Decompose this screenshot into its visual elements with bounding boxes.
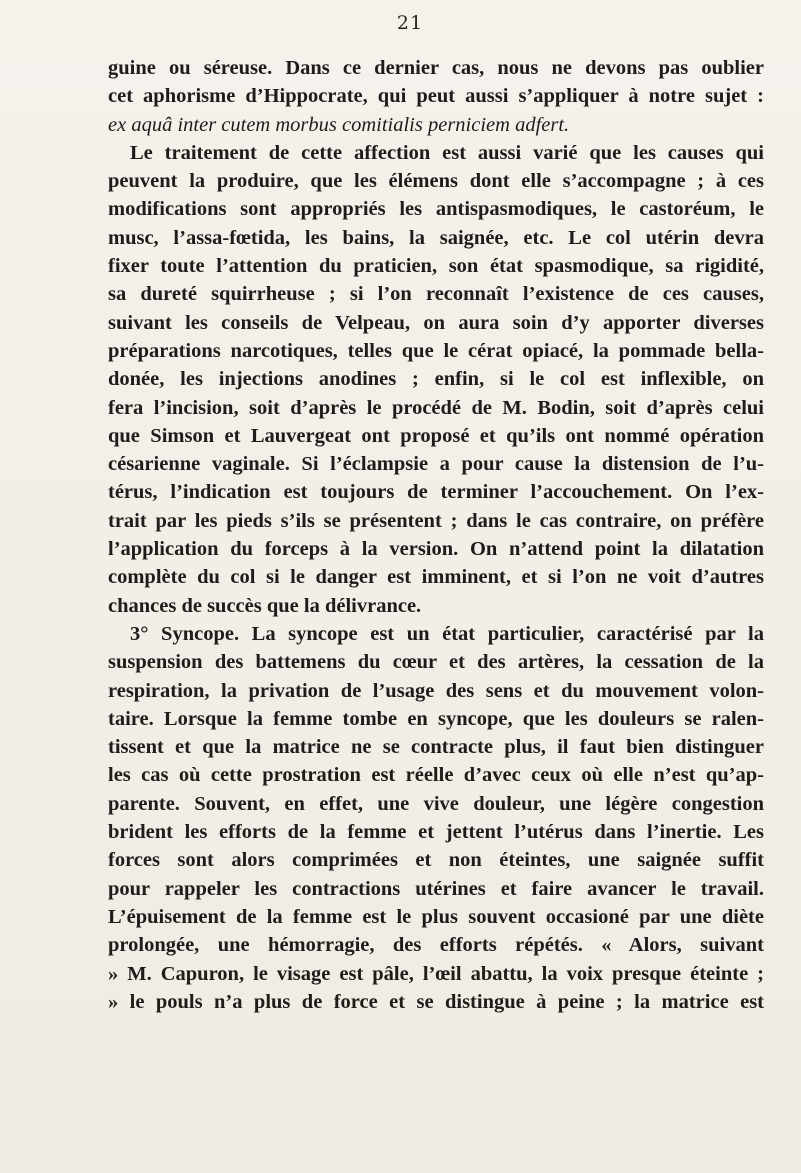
text-line: ex aquâ inter cutem morbus comitialis perniciem adfert. — [108, 113, 570, 136]
text-line: que Simson et Lauvergeat ont proposé et qu’ils ont nommé opération — [108, 424, 764, 447]
body-text — [108, 54, 764, 1016]
page-number: 21 — [396, 12, 424, 34]
text-line: » M. Capuron, le visage est pâle, l’œil abattu, la voix presque éteinte ; — [108, 962, 764, 985]
text-line: musc, l’assa-fœtida, les bains, la saignée, etc. Le col utérin devra — [108, 226, 764, 249]
text-line: trait par les pieds s’ils se présentent ; dans le cas contraire, on préfère — [108, 509, 764, 532]
text-line: suspension des battemens du cœur et des artères, la cessation de la — [108, 651, 764, 674]
text-line: Le traitement de cette affection est aussi varié que les causes qui — [130, 141, 764, 164]
text-line: forces sont alors comprimées et non éteintes, une saignée suffit — [108, 849, 764, 872]
text-line: parente. Souvent, en effet, une vive douleur, une légère congestion — [108, 792, 764, 815]
text-line: chances de succès que la délivrance. — [108, 594, 422, 617]
text-line: complète du col si le danger est imminent, et si l’on ne voit d’autres — [108, 566, 764, 589]
text-line: fixer toute l’attention du praticien, son état spasmodique, sa rigidité, — [108, 255, 764, 278]
text-line: cet aphorisme d’Hippocrate, qui peut aussi s’appliquer à notre sujet : — [108, 85, 764, 108]
text-line: taire. Lorsque la femme tombe en syncope, que les douleurs se ralen- — [108, 707, 764, 730]
text-line: 3° Syncope. La syncope est un état particulier, caractérisé par la — [130, 622, 764, 645]
text-line: pour rappeler les contractions utérines et faire avancer le travail. — [108, 877, 764, 900]
text-line: préparations narcotiques, telles que le cérat opiacé, la pommade bella- — [108, 339, 764, 362]
text-line: respiration, la privation de l’usage des sens et du mouvement volon- — [108, 679, 764, 702]
text-line: fera l’incision, soit d’après le procédé de M. Bodin, soit d’après celui — [108, 396, 764, 419]
text-line: peuvent la produire, que les élémens dont elle s’accompagne ; à ces — [108, 170, 764, 193]
text-line: brident les efforts de la femme et jettent l’utérus dans l’inertie. Les — [108, 821, 764, 844]
text-line: tissent et que la matrice ne se contracte plus, il faut bien distinguer — [108, 736, 764, 759]
text-line: guine ou séreuse. Dans ce dernier cas, nous ne devons pas oublier — [108, 57, 764, 79]
text-line: térus, l’indication est toujours de terminer l’accouchement. On l’ex- — [108, 481, 764, 504]
text-line: modifications sont appropriés les antispasmodiques, le castoréum, le — [108, 198, 764, 221]
text-line: L’épuisement de la femme est le plus souvent occasioné par une diète — [108, 905, 764, 928]
text-line: » le pouls n’a plus de force et se distingue à peine ; la matrice est — [108, 990, 764, 1013]
text-line: l’application du forceps à la version. On n’attend point la dilatation — [108, 538, 764, 561]
text-line: prolongée, une hémorragie, des efforts répétés. « Alors, suivant — [108, 934, 764, 957]
text-line: suivant les conseils de Velpeau, on aura soin d’y apporter diverses — [108, 311, 764, 334]
text-line: donée, les injections anodines ; enfin, si le col est inflexible, on — [108, 368, 764, 391]
text-line: césarienne vaginale. Si l’éclampsie a pour cause la distension de l’u- — [108, 453, 764, 476]
text-line: sa dureté squirrheuse ; si l’on reconnaît l’existence de ces causes, — [108, 283, 764, 306]
text-line: les cas où cette prostration est réelle d’avec ceux où elle n’est qu’ap- — [108, 764, 764, 787]
